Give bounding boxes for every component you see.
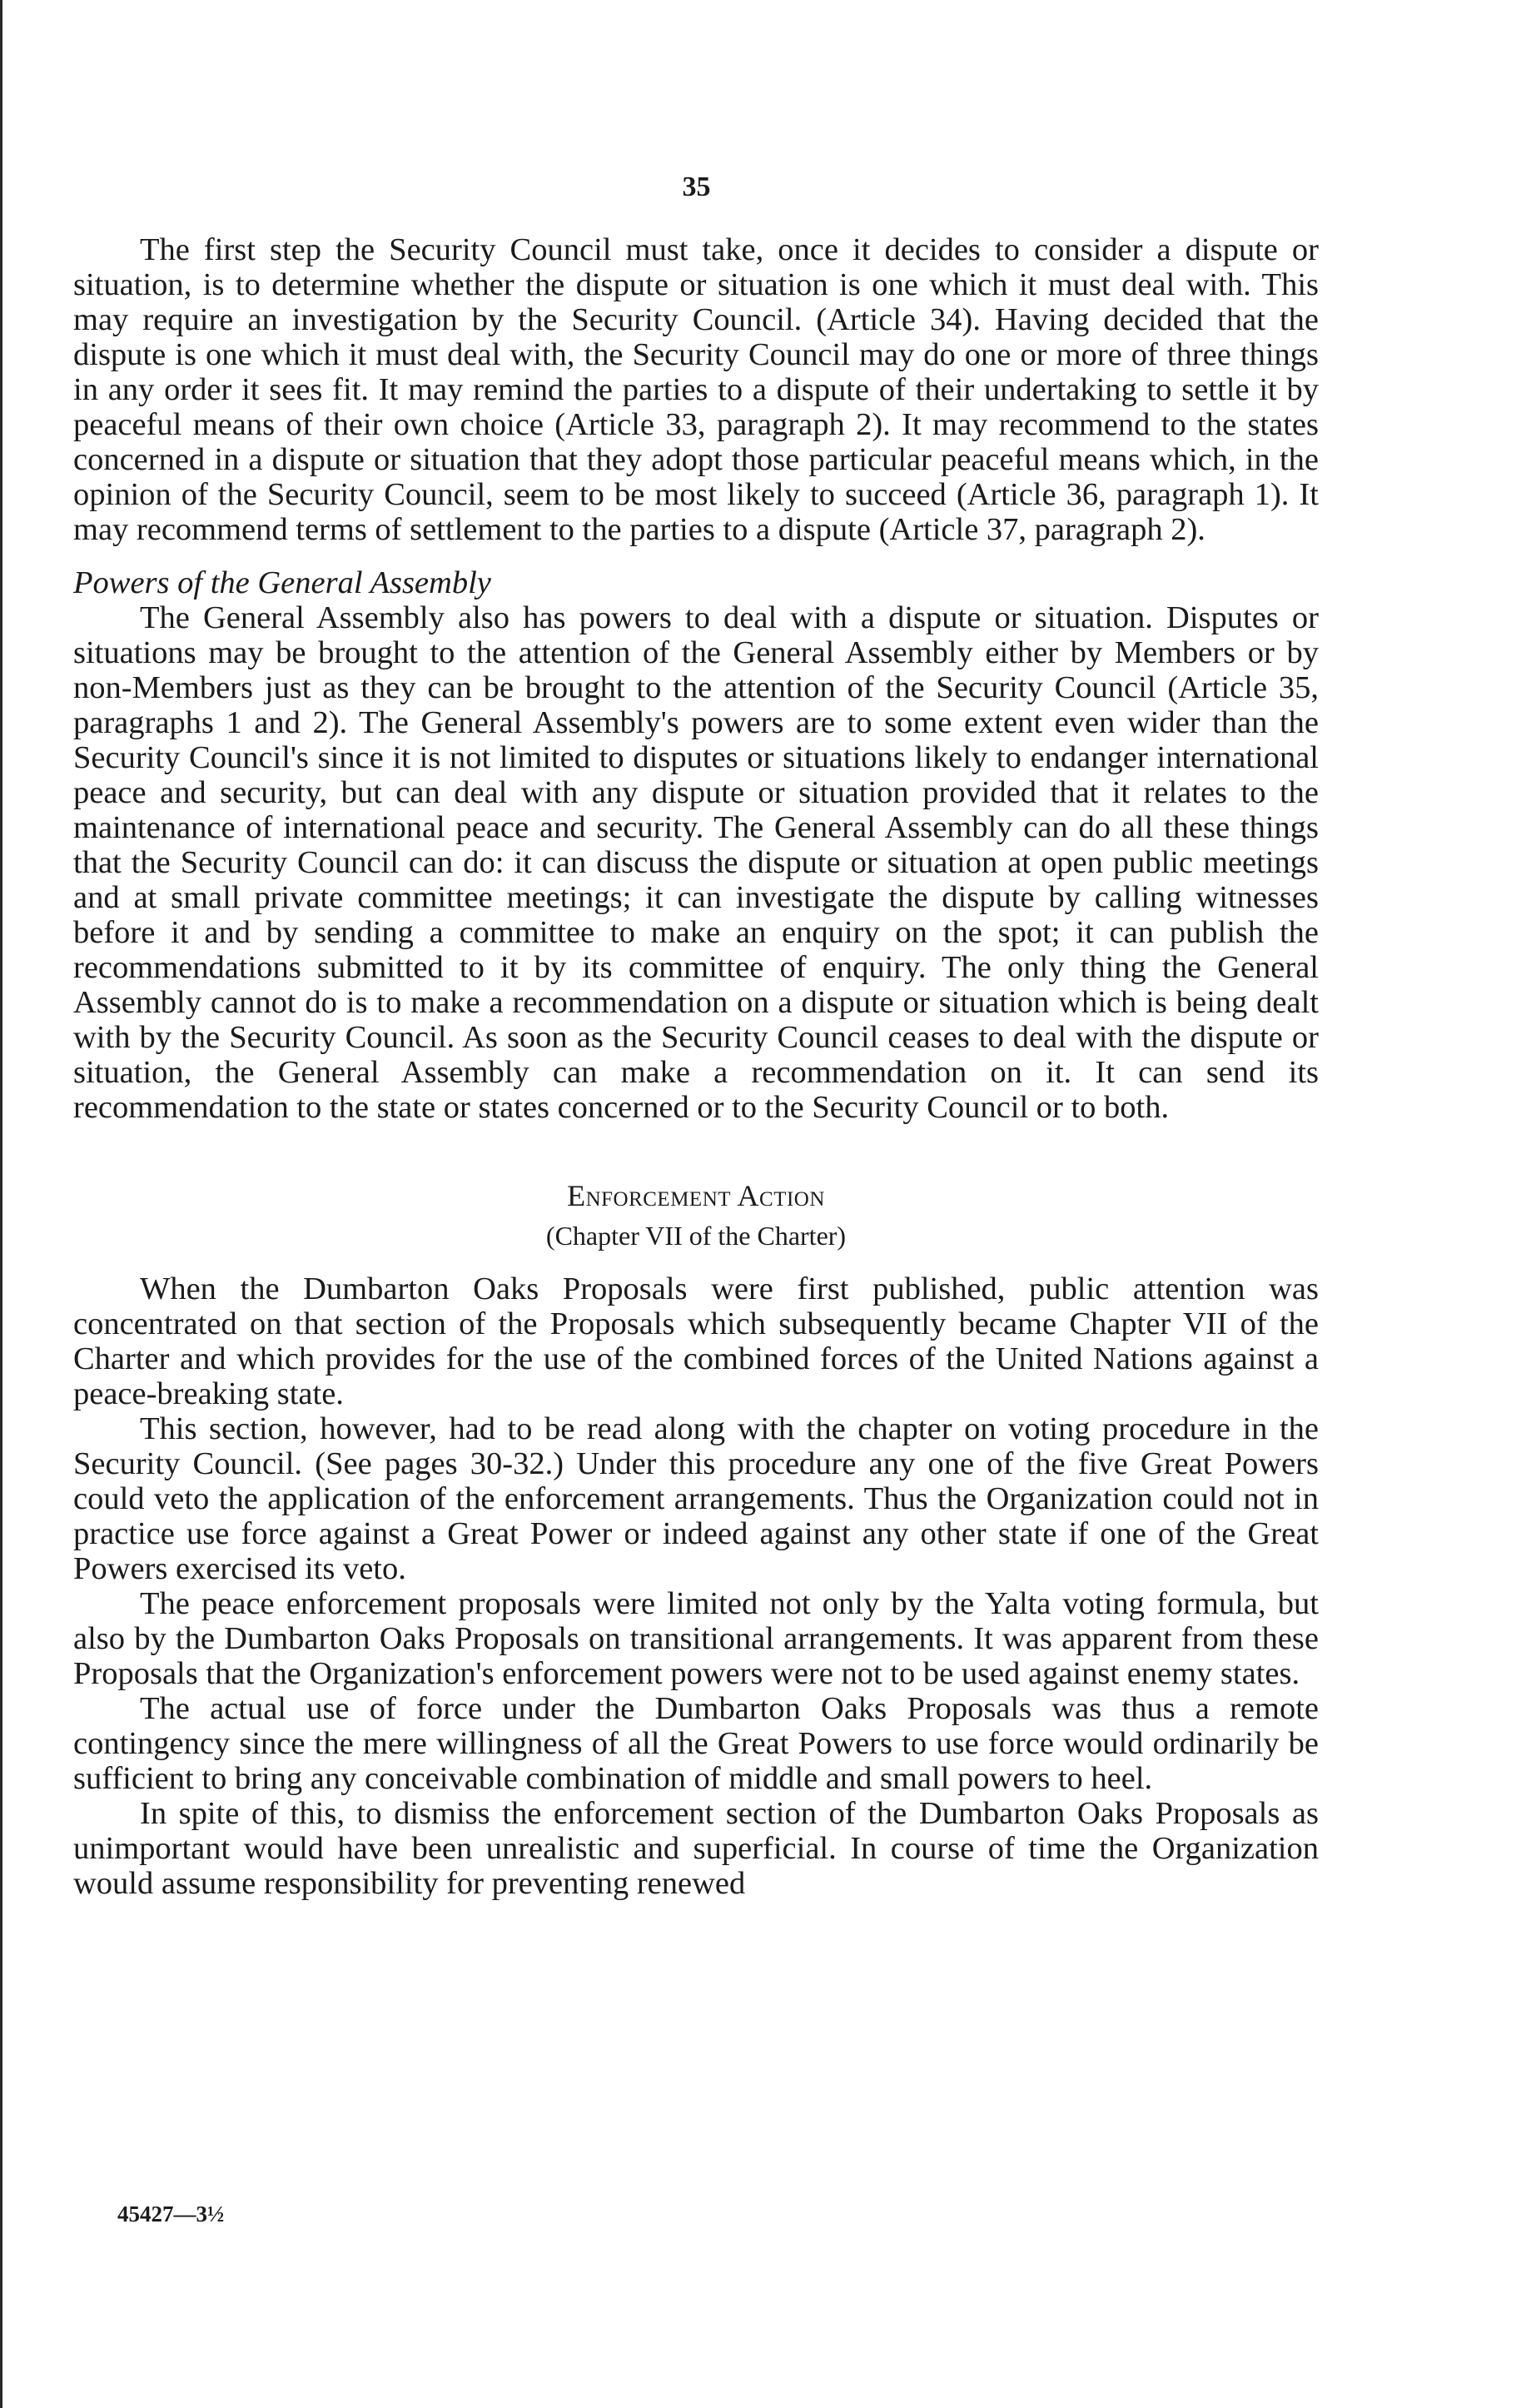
paragraph-enforcement-4: The actual use of force under the Dumbarton Oaks Proposals was thus a remote contingency since the mere willingness of all the Great Powers to use force would ordinarily be sufficient to bring any conceivable combination of middle and small powers to heel. bbox=[73, 1691, 1319, 1796]
paragraph-enforcement-3: The peace enforcement proposals were limited not only by the Yalta voting formula, but also by the Dumbarton Oaks Proposals on transitional arrangements. It was apparent from these Proposals that the Organization's enforcement powers were not to be used against enemy states. bbox=[73, 1586, 1319, 1691]
page-body bbox=[73, 232, 1319, 1901]
section-subheading-chapter: (Chapter VII of the Charter) bbox=[545, 1221, 847, 1251]
paragraph-enforcement-1: When the Dumbarton Oaks Proposals were first published, public attention was concentrated on that section of the Proposals which subsequently became Chapter VII of the Charter and which provides for the use of the combined forces of the United Nations against a peace-breaking state. bbox=[73, 1271, 1319, 1411]
page-number: 35 bbox=[682, 172, 711, 202]
printer-code: 45427—3½ bbox=[117, 2202, 225, 2226]
section-heading-enforcement-action: Enforcement Action bbox=[567, 1179, 825, 1212]
page-edge-rule bbox=[0, 0, 2, 2408]
subheading-powers-general-assembly: Powers of the General Assembly bbox=[73, 565, 491, 600]
paragraph-general-assembly-powers: The General Assembly also has powers to deal with a dispute or situation. Disputes or situations may be brought to the attention of the General Assembly either by Members or by non-Members just as they can be brought to the attention of the Security Council (Article 35, paragraphs 1 and 2). The General Assembly's powers are to some extent even wider than the Security Council's since it is not limited to disputes or situations likely to endanger international peace and security, but can deal with any dispute or situation provided that it relates to the maintenance of international peace and security. The General Assembly can do all these things that the Security Council can do: it can discuss the dispute or situation at open public meetings and at small private committee meetings; it can investigate the dispute by calling witnesses before it and by sending a committee to make an enquiry on the spot; it can publish the recommendations submitted to it by its committee of enquiry. The only thing the General Assembly cannot do is to make a recommendation on a dispute or situation which is being dealt with by the Security Council. As soon as the Security Council ceases to deal with the dispute or situation, the General Assembly can make a recommendation on it. It can send its recommendation to the state or states concerned or to the Security Council or to both. bbox=[73, 600, 1319, 1125]
paragraph-enforcement-5: In spite of this, to dismiss the enforcement section of the Dumbarton Oaks Proposals as unimportant would have been unrealistic and superficial. In course of time the Organization would assume responsibility for preventing renewed bbox=[73, 1796, 1319, 1901]
paragraph-enforcement-2: This section, however, had to be read along with the chapter on voting procedure in the Security Council. (See pages 30-32.) Under this procedure any one of the five Great Powers could veto the application of the enforcement arrangements. Thus the Organization could not in practice use force against a Great Power or indeed against any other state if one of the Great Powers exercised its veto. bbox=[73, 1411, 1319, 1586]
paragraph-security-council-steps: The first step the Security Council must take, once it decides to consider a dispute or situation, is to determine whether the dispute or situation is one which it must deal with. This may require an investigation by the Security Council. (Article 34). Having decided that the dispute is one which it must deal with, the Security Council may do one or more of three things in any order it sees fit. It may remind the parties to a dispute of their undertaking to settle it by peaceful means of their own choice (Article 33, paragraph 2). It may recommend to the states concerned in a dispute or situation that they adopt those particular peaceful means which, in the opinion of the Security Council, seem to be most likely to succeed (Article 36, paragraph 1). It may recommend terms of settlement to the parties to a dispute (Article 37, paragraph 2). bbox=[73, 232, 1319, 547]
